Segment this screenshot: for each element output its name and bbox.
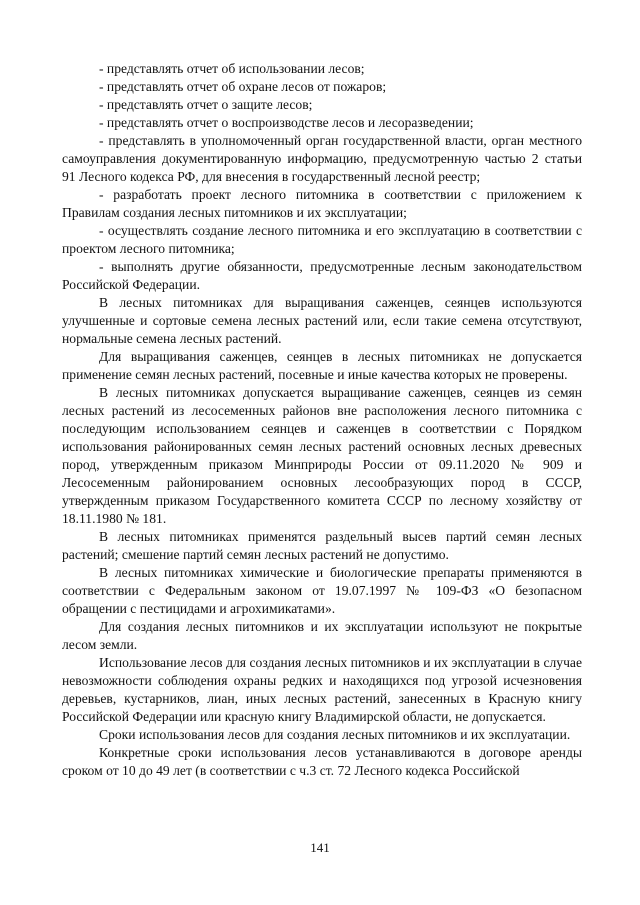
page-body-text: [62, 60, 582, 780]
paragraph: Использование лесов для создания лесных питомников и их эксплуатации в случае невозможности соблюдения охраны редких и находящихся под угрозой исчезновения деревьев, кустарников, лиан, иных лесных растений, занесенных в Красную книгу Российской Федерации или красную книгу Владимирской области, не допускается.: [62, 655, 582, 724]
paragraph: - разработать проект лесного питомника в соответствии с приложением к Правилам создания лесных питомников и их эксплуатации;: [62, 187, 582, 220]
paragraph: В лесных питомниках допускается выращивание саженцев, сеянцев из семян лесных растений из лесосеменных районов вне расположения лесного питомника с последующим использованием сеянцев и саженцев в соответствии с Порядком использования районированных семян лесных растений основных лесных древесных пород, утвержденным приказом Минприроды России от 09.11.2020 № 909 и Лесосеменным районированием основных лесообразующих пород в СССР, утвержденным приказом Государственного комитета СССР по лесному хозяйству от 18.11.1980 № 181.: [62, 385, 582, 526]
paragraph: В лесных питомниках применятся раздельный высев партий семян лесных растений; смешение партий семян лесных растений не допустимо.: [62, 529, 582, 562]
paragraph: - представлять отчет об охране лесов от пожаров;: [99, 79, 387, 94]
paragraph: В лесных питомниках для выращивания саженцев, сеянцев используются улучшенные и сортовые семена лесных растений или, если такие семена отсутствуют, нормальные семена лесных растений.: [62, 295, 582, 346]
paragraph: Конкретные сроки использования лесов устанавливаются в договоре аренды сроком от 10 до 49 лет (в соответствии с ч.3 ст. 72 Лесного кодекса Российской: [62, 745, 582, 778]
paragraph: Для создания лесных питомников и их эксплуатации используют не покрытые лесом земли.: [62, 619, 582, 652]
paragraph: - представлять отчет об использовании лесов;: [99, 61, 365, 76]
paragraph: В лесных питомниках химические и биологические препараты применяются в соответствии с Федеральным законом от 19.07.1997 № 109-ФЗ «О безопасном обращении с пестицидами и агрохимикатами».: [62, 565, 582, 616]
paragraph: - осуществлять создание лесного питомника и его эксплуатацию в соответствии с проектом лесного питомника;: [62, 223, 582, 256]
paragraph: - выполнять другие обязанности, предусмотренные лесным законодательством Российской Федерации.: [62, 259, 582, 292]
paragraph: - представлять в уполномоченный орган государственной власти, орган местного самоуправления документированную информацию, предусмотренную частью 2 статьи 91 Лесного кодекса РФ, для внесения в государственный лесной реестр;: [62, 133, 582, 184]
paragraph: Для выращивания саженцев, сеянцев в лесных питомниках не допускается применение семян лесных растений, посевные и иные качества которых не проверены.: [62, 349, 582, 382]
paragraph: - представлять отчет о защите лесов;: [99, 97, 313, 112]
paragraph: - представлять отчет о воспроизводстве лесов и лесоразведении;: [99, 115, 474, 130]
paragraph: Сроки использования лесов для создания лесных питомников и их эксплуатации.: [99, 727, 571, 742]
page-number: 141: [310, 840, 330, 855]
